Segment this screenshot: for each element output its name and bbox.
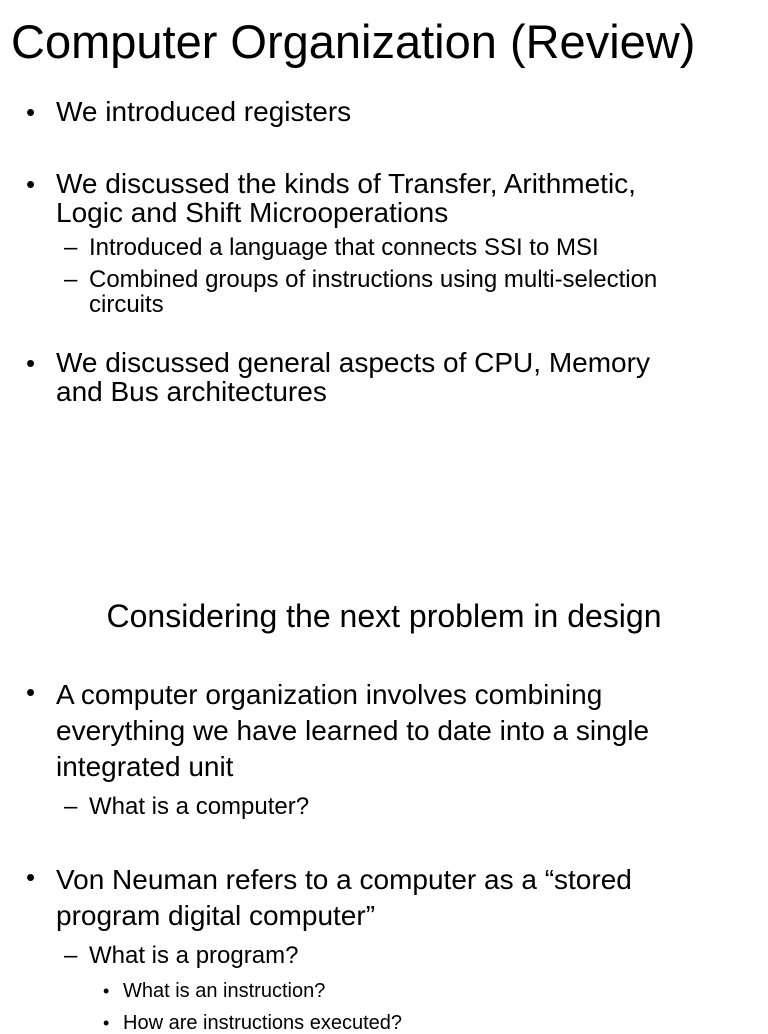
sub-bullet-text: What is a program? — [89, 942, 299, 969]
sub-bullet-text: What is a computer? — [89, 793, 310, 820]
bullet-text: integrated unit — [56, 751, 234, 782]
bullet-text: We discussed general aspects of CPU, Memory — [56, 347, 650, 378]
bullet-text: Logic and Shift Microoperations — [56, 197, 449, 228]
bullet-icon: • — [103, 981, 110, 1001]
bullet-text: A computer organization involves combining — [56, 679, 603, 710]
bullet-text: program digital computer” — [56, 900, 376, 931]
sub-sub-bullet-text: What is an instruction? — [123, 980, 326, 1002]
dash-icon: – — [64, 942, 78, 969]
sub-bullet-text: Introduced a language that connects SSI to MSI — [89, 234, 599, 261]
slide-title: Computer Organization (Review) — [11, 15, 696, 68]
sub-sub-bullet-text: How are instructions executed? — [123, 1012, 403, 1034]
sub-bullet-text: circuits — [89, 291, 164, 318]
bullet-icon: • — [26, 862, 36, 892]
dash-icon: – — [64, 266, 78, 293]
bullet-text: We discussed the kinds of Transfer, Arithmetic, — [56, 168, 636, 199]
bullet-icon: • — [103, 1013, 110, 1033]
bullet-icon: • — [26, 677, 36, 707]
bullet-text: everything we have learned to date into a single — [56, 715, 650, 746]
bullet-icon: • — [26, 169, 36, 199]
bullet-text: We introduced registers — [56, 96, 352, 127]
section-title: Considering the next problem in design — [106, 598, 662, 634]
bullet-icon: • — [26, 97, 36, 127]
dash-icon: – — [64, 234, 78, 261]
bullet-text: Von Neuman refers to a computer as a “stored — [56, 864, 632, 895]
sub-bullet-text: Combined groups of instructions using multi-selection — [89, 266, 658, 293]
bullet-icon: • — [26, 348, 36, 378]
dash-icon: – — [64, 793, 78, 820]
bullet-text: and Bus architectures — [56, 376, 327, 407]
